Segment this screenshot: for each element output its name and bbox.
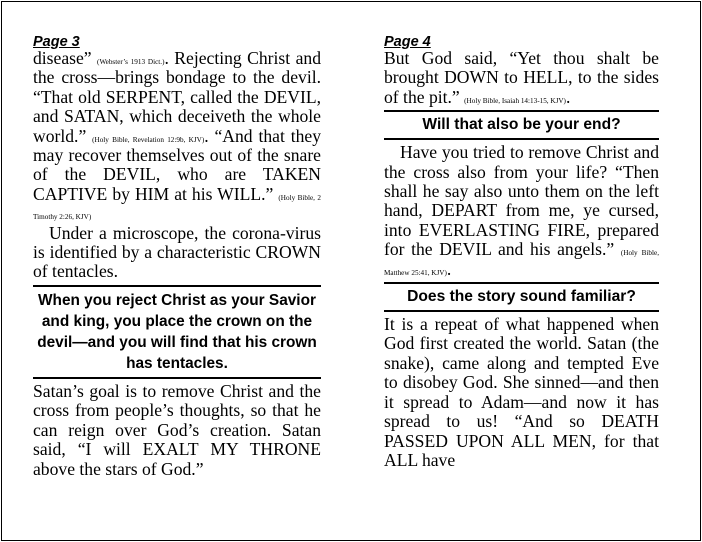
divider-rule [384, 282, 659, 284]
right-paragraph-2 [384, 143, 659, 279]
section-heading-familiar: Does the story sound familiar? [407, 288, 636, 306]
citation-timothy: (Holy Bible, 2 Timothy 2:26, KJV) [33, 193, 321, 222]
left-column [33, 34, 321, 479]
divider-rule [33, 285, 321, 287]
right-column [384, 34, 659, 470]
page-4-label: Page 4 [384, 34, 431, 50]
text-fragment: disease” [33, 48, 98, 68]
text-fragment: But God said, “Yet thou shalt be brought DOWN to HELL, to the sides of the pit.” [384, 48, 659, 107]
page-3-label: Page 3 [33, 34, 80, 50]
section-heading-end: Will that also be your end? [422, 116, 621, 134]
text-fragment: . Rejecting Christ and the cross—brings bondage to the devil. “That old SERPENT, called the DEVIL, and SATAN, which deceiveth the whole world.” [33, 48, 321, 146]
citation-isaiah: (Holy Bible, Isaiah 14:13-15, KJV) [464, 96, 566, 105]
citation-revelation: (Holy Bible, Revelation 12:9b, KJV) [92, 135, 205, 144]
left-paragraph-3: Satan’s goal is to remove Christ and the cross from people’s thoughts, so that he can reign over God’s creation. Satan said, “I will EXALT MY THRONE above the stars of God.” [33, 380, 321, 479]
divider-rule [384, 138, 659, 140]
citation-matthew: (Holy Bible, Matthew 25:41, KJV) [384, 249, 660, 277]
right-paragraph-1 [384, 49, 659, 107]
citation-webster: (Webster’s 1913 Dict.) [97, 58, 165, 66]
callout-box: When you reject Christ as your Savior and king, you place the crown on the devil—and you will find that his crown has tentacles. [37, 291, 317, 372]
text-fragment: . [446, 258, 452, 279]
divider-rule [384, 110, 659, 112]
text-fragment: . [565, 86, 571, 107]
left-paragraph-2: Under a microscope, the corona-virus is identified by a characteristic CROWN of tentacles. [33, 222, 321, 282]
text-fragment: Have you tried to remove Christ and the cross also from your life? “Then shall he say also unto them on the left hand, DEPART from me, ye cursed, into EVERLASTING FIRE, prepared for the DEVIL and his angels.” [384, 142, 659, 260]
divider-rule [33, 377, 321, 379]
divider-rule [384, 310, 659, 312]
left-paragraph-1 [33, 49, 321, 224]
text-fragment: . “And that they may recover themselves out of the snare of the DEVIL, who are TAKEN CAPTIVE by HIM at his WILL.” [33, 125, 322, 204]
right-paragraph-3: It is a repeat of what happened when God first created the world. Satan (the snake), came along and tempted Eve to disobey God. She sinned—and then it spread to Adam—and now it has spread to us! “And so DEATH PASSED UPON ALL MEN, for that ALL have [384, 314, 659, 470]
